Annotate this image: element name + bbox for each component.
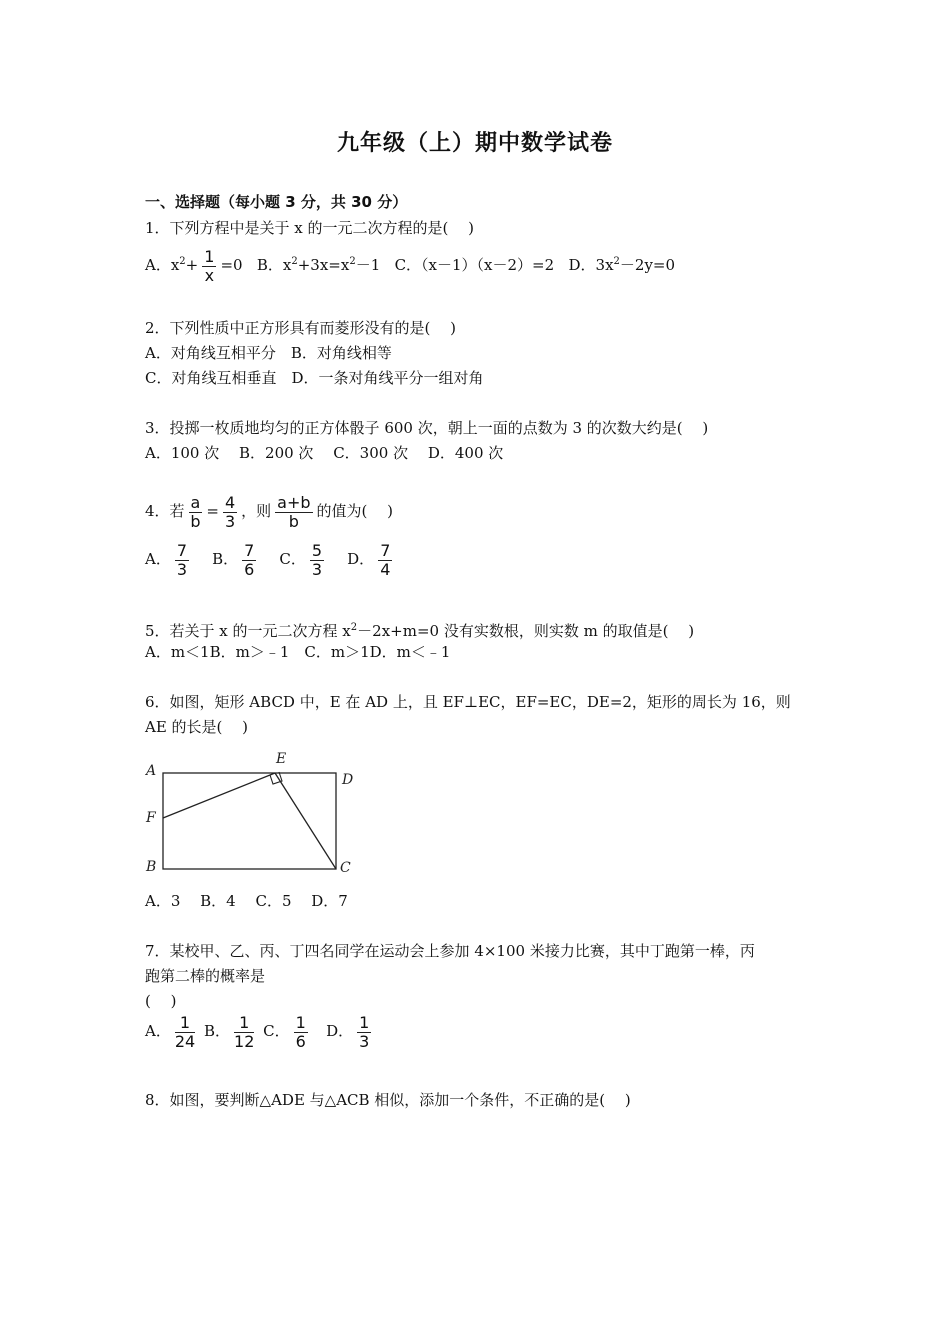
question-8-stem: 8．如图，要判断△ADE 与△ACB 相似，添加一个条件，不正确的是( ) bbox=[145, 1091, 631, 1109]
q7-option-c: C． $\frac{1}{6}$ bbox=[263, 1012, 306, 1051]
q1-option-c: C．（x－1）（x－2）=2 bbox=[394, 256, 555, 274]
q4-option-b: B． $\frac{7}{6}$ bbox=[212, 540, 255, 579]
question-6-stem-line1: 6．如图，矩形 ABCD 中，E 在 AD 上，且 EF⊥EC，EF=EC，DE=2，矩形的周长为 16，则 bbox=[145, 693, 791, 711]
question-6-stem-line2: AE 的长是( ) bbox=[145, 718, 249, 736]
label-f: F bbox=[146, 810, 156, 826]
question-5-stem: 5．若关于 x 的一元二次方程 $x^2-2x+m=0$ 没有实数根，则实数 m 的取值是( ) bbox=[145, 622, 695, 640]
section-heading: 一、选择题（每小题 3 分，共 30 分） bbox=[145, 193, 408, 211]
question-2-stem: 2．下列性质中正方形具有而菱形没有的是( ) bbox=[145, 319, 457, 337]
label-c: C bbox=[340, 860, 351, 876]
segment-ef bbox=[163, 773, 275, 818]
label-e: E bbox=[276, 751, 287, 767]
q7-option-d: D． $\frac{1}{3}$ bbox=[326, 1012, 370, 1051]
label-a: A bbox=[146, 763, 157, 779]
question-4-options bbox=[145, 540, 396, 579]
question-4-stem: 4．若 $\frac{a}{b}$ = $\frac{4}{3}$ ，则 $\frac{a+b}{b}$ 的值为( ) bbox=[145, 492, 393, 531]
question-7-stem-line1: 7．某校甲、乙、丙、丁四名同学在运动会上参加 4×100 米接力比赛，其中丁跑第一棒，丙 bbox=[145, 942, 755, 960]
q7-option-a: A． $\frac{1}{24}$ bbox=[145, 1012, 196, 1051]
q4-option-d: D． $\frac{7}{4}$ bbox=[347, 540, 391, 579]
question-7-stem-line3: ( ) bbox=[145, 992, 177, 1010]
question-5-options: A．m＜1B．m＞﹣1 C．m＞1D．m＜﹣1 bbox=[145, 643, 451, 661]
q4-fraction-sum: $\frac{a+b}{b}$ bbox=[277, 492, 311, 531]
q1-option-a: A．$x^2+$ $\frac{1}{x}$ =0 bbox=[145, 246, 243, 285]
q4-fraction-a-b: $\frac{a}{b}$ bbox=[190, 492, 201, 531]
question-2-options-line1: A．对角线互相平分 B．对角线相等 bbox=[145, 344, 392, 362]
q1-option-d: D．$3x^2-2y=0$ bbox=[568, 256, 676, 274]
question-6-options: A．3 B．4 C．5 D．7 bbox=[145, 892, 348, 910]
label-d: D bbox=[342, 772, 354, 788]
question-3-stem: 3．投掷一枚质地均匀的正方体骰子 600 次，朝上一面的点数为 3 的次数大约是( ) bbox=[145, 419, 709, 437]
q4-fraction-4-3: $\frac{4}{3}$ bbox=[224, 492, 236, 531]
question-3-options: A．100 次 B．200 次 C．300 次 D．400 次 bbox=[145, 444, 504, 462]
q1-option-b: B．$x^2+3x=x^2-1$ bbox=[256, 256, 381, 274]
q7-option-b: B． $\frac{1}{12}$ bbox=[203, 1012, 255, 1051]
page-title: 九年级（上）期中数学试卷 bbox=[336, 131, 613, 156]
segment-ec bbox=[275, 773, 336, 869]
q4-option-a: A． $\frac{7}{3}$ bbox=[145, 540, 188, 579]
question-1-options bbox=[145, 244, 675, 285]
rectangle-figure bbox=[143, 748, 363, 883]
q1-fraction: $\frac{1}{x}$ bbox=[204, 246, 215, 285]
question-2-options-line2: C．对角线互相垂直 D．一条对角线平分一组对角 bbox=[145, 369, 484, 387]
q4-option-c: C． $\frac{5}{3}$ bbox=[279, 540, 323, 579]
question-1-stem: 1．下列方程中是关于 x 的一元二次方程的是( ) bbox=[145, 219, 475, 237]
question-7-stem-line2: 跑第二棒的概率是 bbox=[145, 967, 266, 985]
label-b: B bbox=[146, 859, 157, 875]
rectangle-abcd bbox=[163, 773, 336, 869]
question-7-options bbox=[145, 1012, 375, 1051]
